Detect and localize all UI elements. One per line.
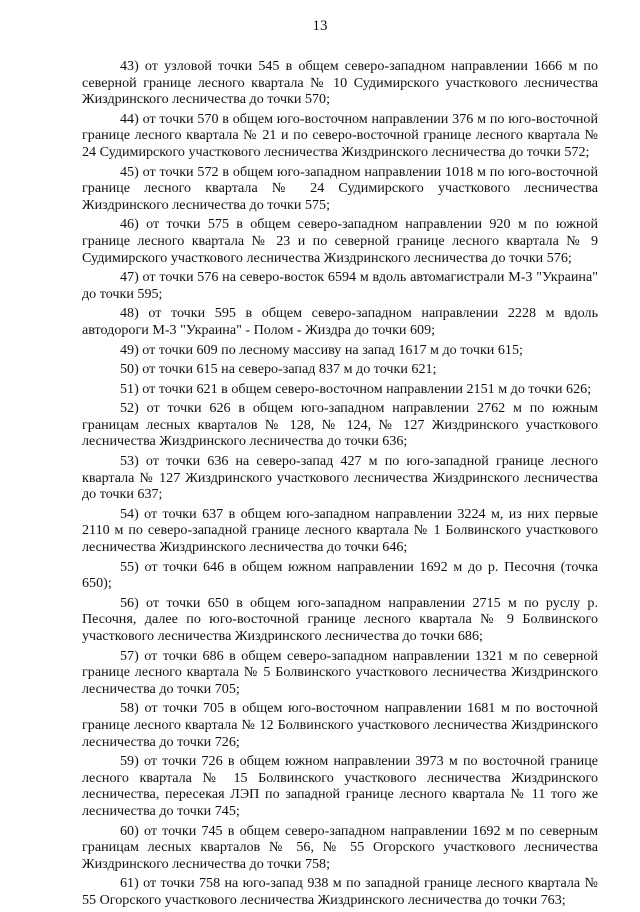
paragraph-53: 53) от точки 636 на северо-запад 427 м по юго-западной границе лесного квартала № 127 Жиздринского участкового лесничества Жиздринского лесничества до точки 637; bbox=[82, 453, 598, 503]
document-body bbox=[82, 58, 598, 912]
paragraph-50: 50) от точки 615 на северо-запад 837 м до точки 621; bbox=[120, 361, 437, 378]
paragraph-60: 60) от точки 745 в общем северо-западном направлении 1692 м по северным границам лесных кварталов № 56, № 55 Огорского участкового лесничества Жиздринского лесничества до точки 758; bbox=[82, 822, 598, 872]
paragraph-52: 52) от точки 626 в общем юго-западном направлении 2762 м по южным границам лесных кварталов № 128, № 124, № 127 Жиздринского участкового лесничества Жиздринского лесничества до точки 636; bbox=[82, 400, 598, 450]
paragraph-56: 56) от точки 650 в общем юго-западном направлении 2715 м по руслу р. Песочня, далее по юго-восточной границе лесного квартала № 9 Болвинского участкового лесничества Жиздринского лесничества до точки 686; bbox=[82, 594, 598, 644]
paragraph-44: 44) от точки 570 в общем юго-восточном направлении 376 м по юго-восточной границе лесного квартала № 21 и по северо-восточной границе лесного квартала № 24 Судимирского участкового лесничества Жиздринского лесничества до точки 572; bbox=[82, 110, 598, 160]
page-number: 13 bbox=[312, 18, 328, 34]
paragraph-47: 47) от точки 576 на северо-восток 6594 м вдоль автомагистрали М-3 "Украина" до точки 595; bbox=[82, 269, 598, 302]
paragraph-61: 61) от точки 758 на юго-запад 938 м по западной границе лесного квартала № 55 Огорского участкового лесничества Жиздринского лесничества до точки 763; bbox=[82, 875, 598, 908]
paragraph-51: 51) от точки 621 в общем северо-восточном направлении 2151 м до точки 626; bbox=[120, 380, 592, 397]
paragraph-54: 54) от точки 637 в общем юго-западном направлении 3224 м, из них первые 2110 м по северо-западной границе лесного квартала № 1 Болвинского участкового лесничества Жиздринского лесничества до точки 646; bbox=[82, 505, 598, 556]
paragraph-46: 46) от точки 575 в общем северо-западном направлении 920 м по южной границе лесного квартала № 23 и по северной границе лесного квартала № 9 Судимирского участкового лесничества Жиздринского лесничества до точки 576; bbox=[82, 216, 598, 266]
paragraph-48: 48) от точки 595 в общем северо-западном направлении 2228 м вдоль автодороги М-3 "Украина" - Полом - Жиздра до точки 609; bbox=[82, 305, 598, 338]
paragraph-59: 59) от точки 726 в общем южном направлении 3973 м по восточной границе лесного квартала № 15 Болвинского участкового лесничества Жиздринского лесничества, пересекая ЛЭП по западной границе лесного квартала № 11 того же лесничества до точки 745; bbox=[82, 753, 598, 819]
paragraph-58: 58) от точки 705 в общем юго-восточном направлении 1681 м по восточной границе лесного квартала № 12 Болвинского участкового лесничества Жиздринского лесничества до точки 726; bbox=[82, 700, 598, 750]
paragraph-49: 49) от точки 609 по лесному массиву на запад 1617 м до точки 615; bbox=[120, 341, 523, 358]
paragraph-43: 43) от узловой точки 545 в общем северо-западном направлении 1666 м по северной границе лесного квартала № 10 Судимирского участкового лесничества Жиздринского лесничества до точки 570; bbox=[82, 58, 598, 108]
paragraph-55: 55) от точки 646 в общем южном направлении 1692 м до р. Песочня (точка 650); bbox=[82, 558, 598, 592]
paragraph-57: 57) от точки 686 в общем северо-западном направлении 1321 м по северной границе лесного квартала № 5 Болвинского участкового лесничества Жиздринского лесничества до точки 705; bbox=[82, 647, 598, 697]
paragraph-45: 45) от точки 572 в общем юго-западном направлении 1018 м по юго-восточной границе лесного квартала № 24 Судимирского участкового лесничества Жиздринского лесничества до точки 575; bbox=[82, 163, 598, 213]
